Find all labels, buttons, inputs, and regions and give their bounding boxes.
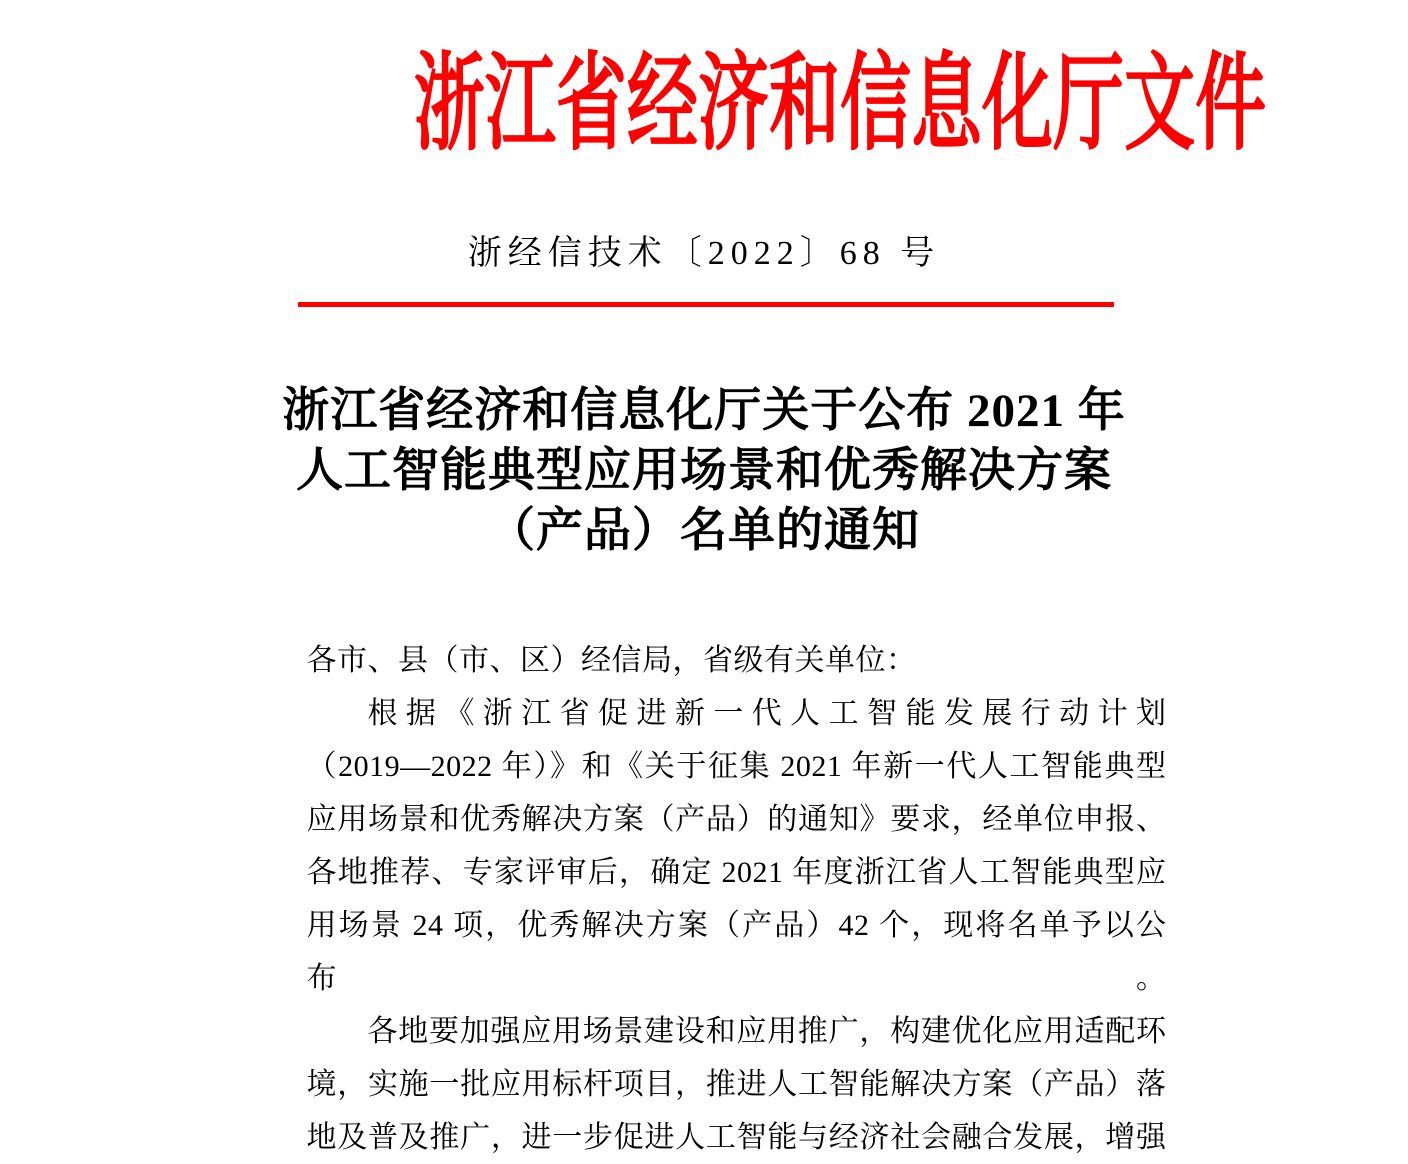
document-number: 浙经信技术〔2022〕68 号 <box>467 235 941 272</box>
document-page <box>204 0 1266 1154</box>
salutation-line: 各市、县（市、区）经信局，省级有关单位： <box>306 644 917 677</box>
body-line: 各地推荐、专家评审后，确定 2021 年度浙江省人工智能典型应 <box>306 856 1167 889</box>
agency-letterhead-text: 浙江省经济和信息化厅文件 <box>413 46 1266 163</box>
document-title-line-3: （产品）名单的通知 <box>488 505 920 557</box>
agency-letterhead <box>204 46 1266 163</box>
document-body <box>307 634 1167 1164</box>
body-line: 地及普及推广，进一步促进人工智能与经济社会融合发展，增强 <box>306 1121 1167 1154</box>
document-title-line-2: 人工智能典型应用场景和优秀解决方案 <box>296 445 1112 497</box>
body-line: 各地要加强应用场景建设和应用推广，构建优化应用适配环 <box>367 1015 1167 1048</box>
body-line: 根据《浙江省促进新一代人工智能发展行动计划 <box>367 697 1167 730</box>
document-title-line-1: 浙江省经济和信息化厅关于公布 2021 年 <box>282 385 1126 437</box>
body-line: 用场景 24 项，优秀解决方案（产品）42 个，现将名单予以公布。 <box>306 909 1167 995</box>
body-line: 应用场景和优秀解决方案（产品）的通知》要求，经单位申报、 <box>306 803 1167 836</box>
red-divider-line <box>298 302 1114 307</box>
document-title <box>204 381 1205 561</box>
body-line: （2019—2022 年）》和《关于征集 2021 年新一代人工智能典型 <box>306 750 1167 783</box>
body-line: 境，实施一批应用标杆项目，推进人工智能解决方案（产品）落 <box>306 1068 1167 1101</box>
